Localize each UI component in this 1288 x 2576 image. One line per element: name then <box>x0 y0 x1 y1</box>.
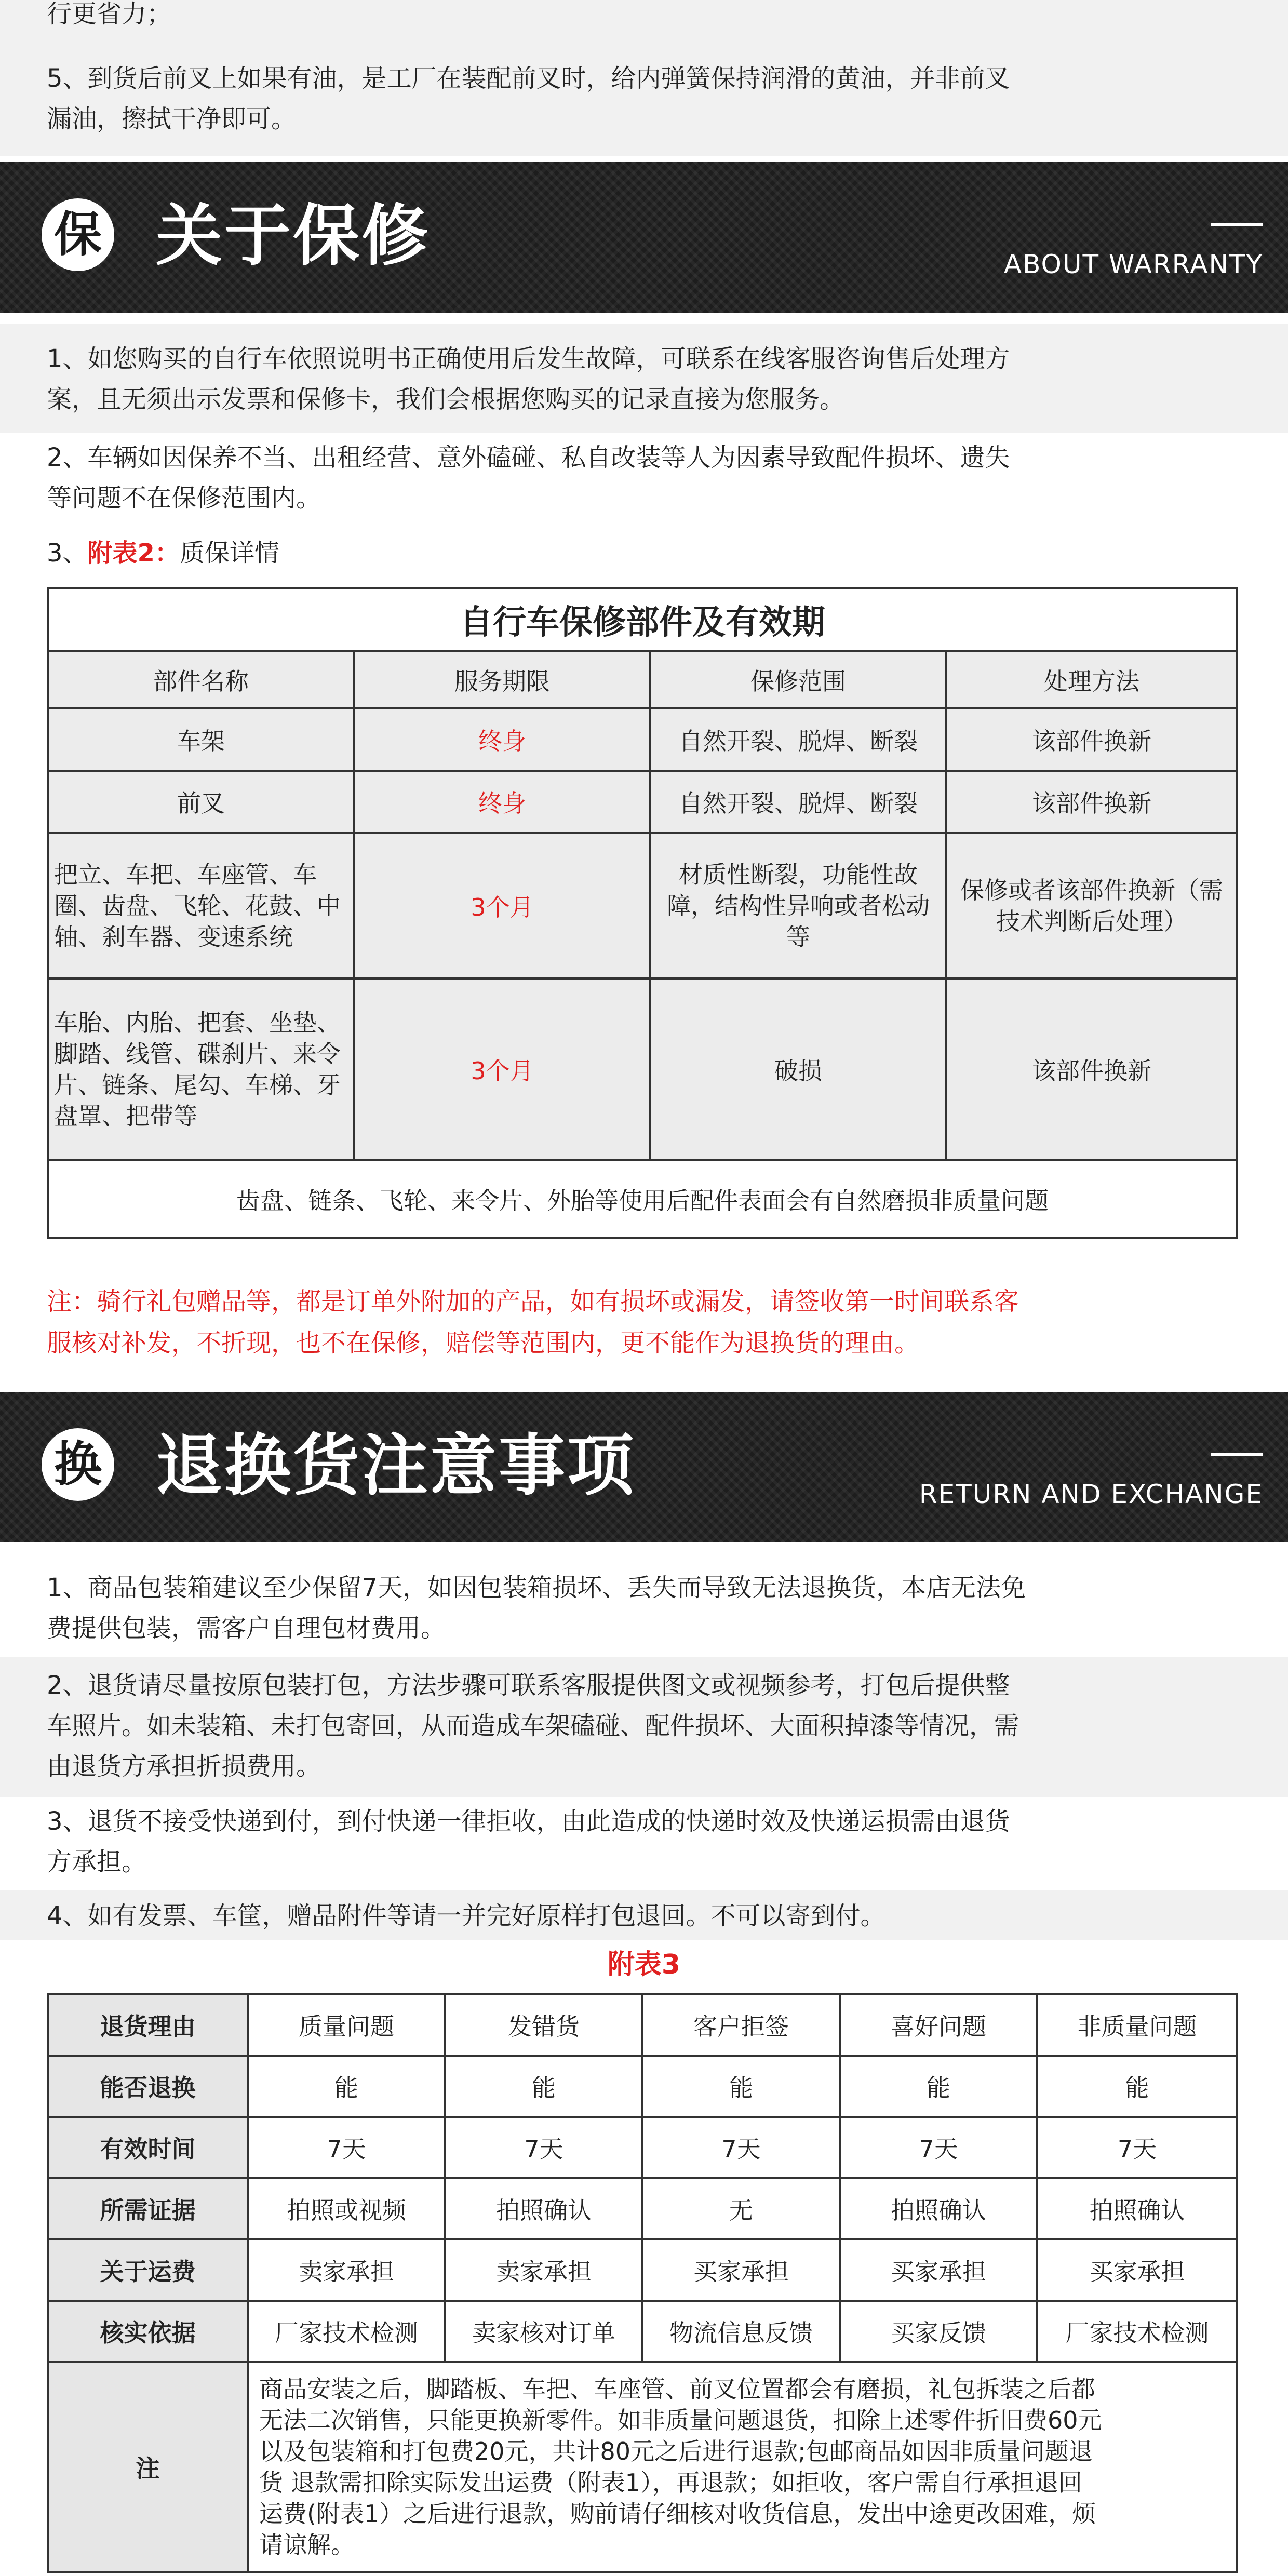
exchange-note-line5: 运费(附表1）之后进行退款，购前请仔细核对收货信息，发出中途更改困难，烦 <box>259 2500 1096 2528</box>
row-label: 退货理由 <box>48 1994 248 2056</box>
warranty-badge-icon: 保 <box>42 198 114 271</box>
exchange-badge-icon: 换 <box>42 1428 114 1501</box>
warranty-p3-red: 附表2： <box>87 539 180 568</box>
table-cell: 物流信息反馈 <box>642 2301 840 2362</box>
row-label: 注 <box>48 2362 248 2572</box>
warranty-table-caption: 自行车保修部件及有效期 <box>48 588 1237 651</box>
exchange-note-line1: 商品安装之后，脚踏板、车把、车座管、前叉位置都会有磨损，礼包拆装之后都 <box>259 2375 1095 2403</box>
top-line: 行更省力； <box>47 0 172 29</box>
table-cell: 卖家承担 <box>248 2239 445 2301</box>
warranty-p3-prefix: 3、 <box>47 539 88 568</box>
row-label: 所需证据 <box>48 2178 248 2239</box>
table-cell: 车胎、内胎、把套、坐垫、脚踏、线管、碟刹片、来令片、链条、尾勾、车梯、牙盘罩、把带等 <box>48 978 354 1160</box>
exchange-table-caption: 附表3 <box>607 1949 681 1980</box>
table-cell: 3个月 <box>354 978 650 1160</box>
table-cell: 拍照确认 <box>445 2178 642 2239</box>
table-header: 保修范围 <box>650 651 946 708</box>
table-cell: 买家反馈 <box>840 2301 1037 2362</box>
exchange-p4: 4、如有发票、车筐，赠品附件等请一并完好原样打包退回。不可以寄到付。 <box>47 1901 886 1930</box>
exchange-note-line4: 货 退款需扣除实际发出运费（附表1），再退款；如拒收，客户需自行承担退回 <box>259 2468 1082 2497</box>
table-cell: 7天 <box>248 2117 445 2178</box>
warranty-note-line1: 注：骑行礼包赠品等，都是订单外附加的产品，如有损坏或漏发，请签收第一时间联系客 <box>47 1287 1019 1316</box>
table-cell: 能 <box>642 2056 840 2117</box>
table-cell: 厂家技术检测 <box>1037 2301 1237 2362</box>
exchange-title: 退换货注意事项 <box>156 1427 636 1505</box>
exchange-table <box>47 1993 1238 2573</box>
table-cell: 无 <box>642 2178 840 2239</box>
table-cell: 厂家技术检测 <box>248 2301 445 2362</box>
table-cell: 前叉 <box>48 771 354 833</box>
table-cell: 能 <box>445 2056 642 2117</box>
header-dash <box>1211 1453 1263 1456</box>
row-label: 核实依据 <box>48 2301 248 2362</box>
table-cell: 卖家核对订单 <box>445 2301 642 2362</box>
exchange-note-cell <box>248 2362 1237 2572</box>
table-cell: 终身 <box>354 708 650 771</box>
exchange-p2-line2: 车照片。如未装箱、未打包寄回，从而造成车架磕碰、配件损坏、大面积掉漆等情况，需 <box>47 1711 1019 1740</box>
table-cell: 3个月 <box>354 833 650 978</box>
table-cell: 把立、车把、车座管、车圈、齿盘、飞轮、花鼓、中轴、刹车器、变速系统 <box>48 833 354 978</box>
table-cell: 该部件换新 <box>946 771 1237 833</box>
warranty-table-footer: 齿盘、链条、飞轮、来令片、外胎等使用后配件表面会有自然磨损非质量问题 <box>48 1160 1237 1238</box>
warranty-p3-rest: 质保详情 <box>179 539 279 568</box>
warranty-p1-line2: 案，且无须出示发票和保修卡，我们会根据您购买的记录直接为您服务。 <box>47 385 845 414</box>
table-header: 部件名称 <box>48 651 354 708</box>
table-cell: 拍照确认 <box>1037 2178 1237 2239</box>
row-label: 能否退换 <box>48 2056 248 2117</box>
warranty-p2-line2: 等问题不在保修范围内。 <box>47 484 321 513</box>
row-label: 关于运费 <box>48 2239 248 2301</box>
table-cell: 能 <box>248 2056 445 2117</box>
warranty-note-line2: 服核对补发，不折现，也不在保修，赔偿等范围内，更不能作为退换货的理由。 <box>47 1329 920 1358</box>
warranty-p1-line1: 1、如您购买的自行车依照说明书正确使用后发生故障，可联系在线客服咨询售后处理方 <box>47 344 1010 373</box>
exchange-p2-line3: 由退货方承担折损费用。 <box>47 1752 321 1781</box>
table-cell: 买家承担 <box>642 2239 840 2301</box>
exchange-header <box>0 1392 1288 1542</box>
table-cell: 该部件换新 <box>946 708 1237 771</box>
warranty-header <box>0 162 1288 313</box>
exchange-title-en: RETURN AND EXCHANGE <box>919 1479 1263 1509</box>
item5-line1: 5、到货后前叉上如果有油，是工厂在装配前叉时，给内弹簧保持润滑的黄油，并非前叉 <box>47 64 1010 93</box>
exchange-p3-line2: 方承担。 <box>47 1847 147 1876</box>
header-dash <box>1211 223 1263 226</box>
table-cell: 7天 <box>1037 2117 1237 2178</box>
exchange-note-line6: 请谅解。 <box>259 2531 355 2559</box>
table-cell: 非质量问题 <box>1037 1994 1237 2056</box>
exchange-p1-line1: 1、商品包装箱建议至少保留7天，如因包装箱损坏、丢失而导致无法退换货，本店无法免 <box>47 1573 1026 1602</box>
table-cell: 买家承担 <box>840 2239 1037 2301</box>
table-cell: 材质性断裂，功能性故障，结构性异响或者松动等 <box>650 833 946 978</box>
row-label: 有效时间 <box>48 2117 248 2178</box>
table-cell: 7天 <box>840 2117 1037 2178</box>
table-cell: 该部件换新 <box>946 978 1237 1160</box>
exchange-note-line3: 以及包装箱和打包费20元，共计80元之后进行退款;包邮商品如因非质量问题退 <box>259 2437 1093 2465</box>
warranty-p3 <box>47 533 1241 573</box>
table-header: 服务期限 <box>354 651 650 708</box>
table-cell: 自然开裂、脱焊、断裂 <box>650 771 946 833</box>
table-cell: 喜好问题 <box>840 1994 1037 2056</box>
table-cell: 拍照确认 <box>840 2178 1037 2239</box>
table-header: 处理方法 <box>946 651 1237 708</box>
table-cell: 能 <box>840 2056 1037 2117</box>
warranty-p2-line1: 2、车辆如因保养不当、出租经营、意外磕碰、私自改装等人为因素导致配件损坏、遗失 <box>47 443 1010 472</box>
table-cell: 买家承担 <box>1037 2239 1237 2301</box>
item5-line2: 漏油，擦拭干净即可。 <box>47 104 297 133</box>
warranty-title-en: ABOUT WARRANTY <box>1003 249 1263 279</box>
exchange-p1-line2: 费提供包装，需客户自理包材费用。 <box>47 1614 446 1643</box>
table-cell: 发错货 <box>445 1994 642 2056</box>
table-cell: 能 <box>1037 2056 1237 2117</box>
table-cell: 7天 <box>642 2117 840 2178</box>
table-cell: 拍照或视频 <box>248 2178 445 2239</box>
table-cell: 自然开裂、脱焊、断裂 <box>650 708 946 771</box>
warranty-table <box>47 587 1238 1239</box>
exchange-p3-line1: 3、退货不接受快递到付，到付快递一律拒收，由此造成的快递时效及快递运损需由退货 <box>47 1807 1010 1836</box>
table-cell: 质量问题 <box>248 1994 445 2056</box>
warranty-title: 关于保修 <box>156 197 431 275</box>
table-cell: 卖家承担 <box>445 2239 642 2301</box>
table-cell: 保修或者该部件换新（需技术判断后处理） <box>946 833 1237 978</box>
table-cell: 7天 <box>445 2117 642 2178</box>
table-cell: 车架 <box>48 708 354 771</box>
exchange-note-line2: 无法二次销售，只能更换新零件。如非质量问题退货，扣除上述零件折旧费60元 <box>259 2406 1102 2434</box>
table-cell: 客户拒签 <box>642 1994 840 2056</box>
table-cell: 破损 <box>650 978 946 1160</box>
table-cell: 终身 <box>354 771 650 833</box>
exchange-p2-line1: 2、退货请尽量按原包装打包，方法步骤可联系客服提供图文或视频参考，打包后提供整 <box>47 1671 1010 1700</box>
